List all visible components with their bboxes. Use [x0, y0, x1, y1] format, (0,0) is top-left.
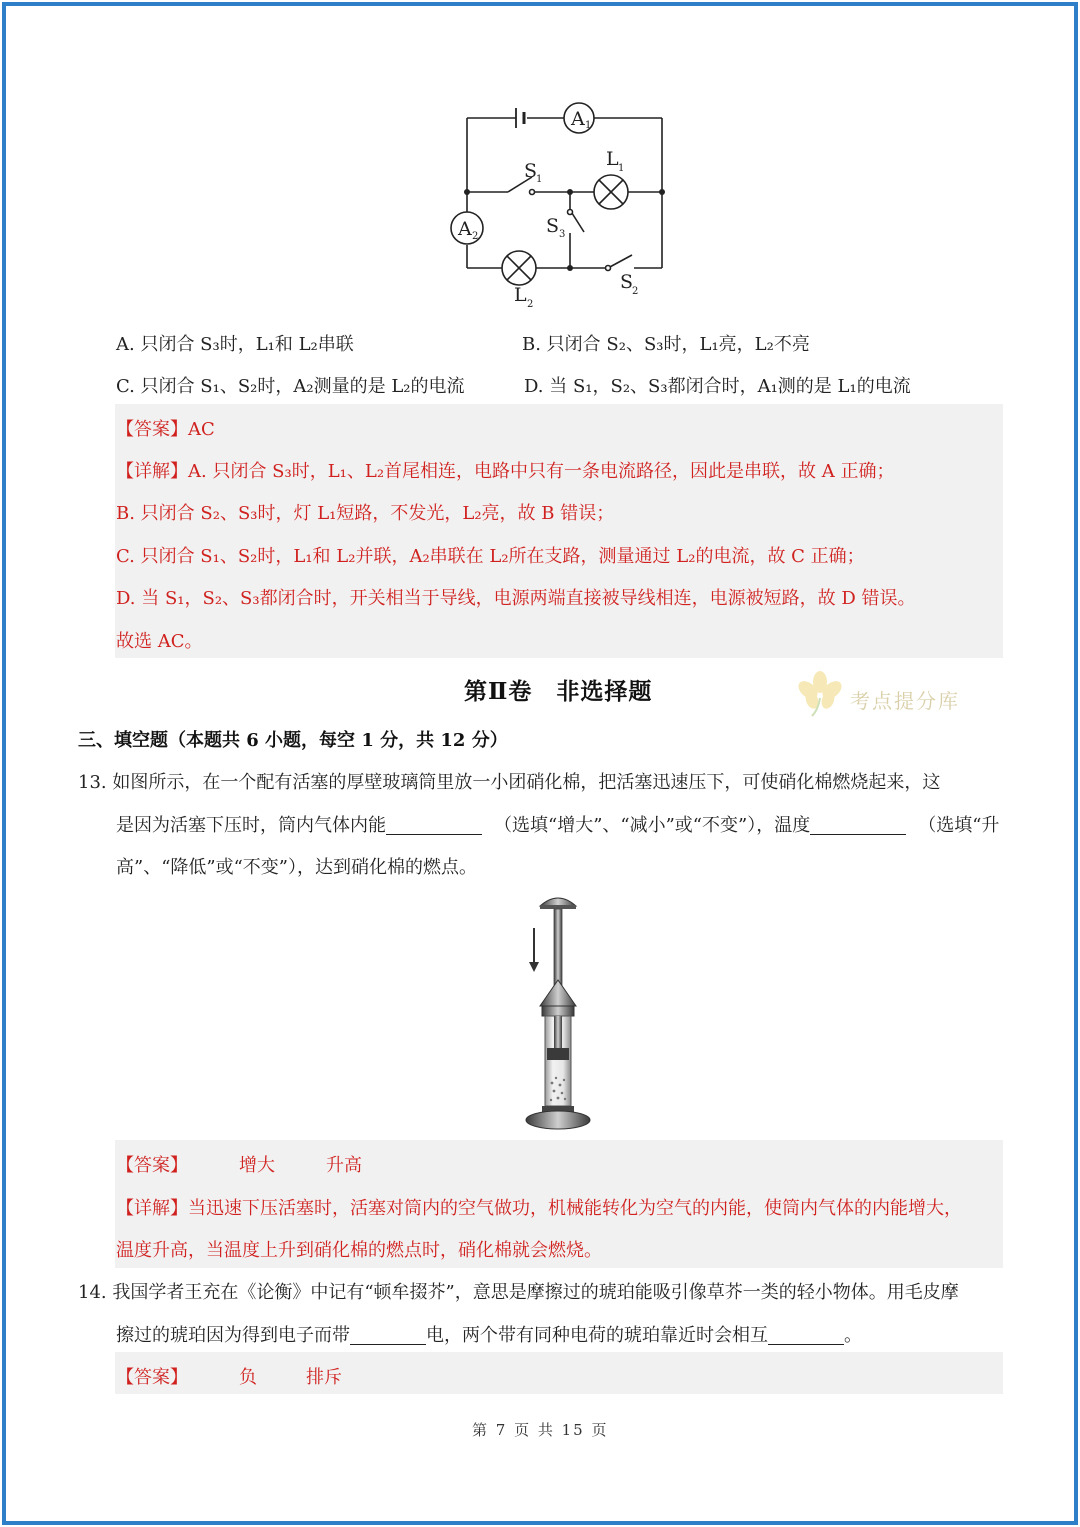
q14-answer-label: 【答案】 — [116, 1367, 188, 1388]
option-c: C. 只闭合 S₁、S₂时，A₂测量的是 L₂的电流 — [116, 376, 465, 397]
l1-sub: 1 — [618, 163, 625, 174]
s1-label: S — [524, 160, 538, 182]
q12-detail-5: 故选 AC。 — [116, 631, 203, 652]
q12-detail-4: D. 当 S₁，S₂、S₃都闭合时，开关相当于导线，电源两端直接被导线相连，电源被短路，故 D 错误。 — [116, 588, 916, 609]
q13-blank-2 — [810, 816, 906, 835]
a2-sub: 2 — [472, 231, 479, 242]
q12-answer: 【答案】AC — [116, 419, 215, 440]
watermark-logo — [790, 668, 850, 722]
q12-detail-2: B. 只闭合 S₂、S₃时，灯 L₁短路，不发光，L₂亮，故 B 错误； — [116, 503, 615, 524]
l1-label: L — [606, 148, 619, 170]
s1-sub: 1 — [536, 174, 543, 185]
q13-detail-1: 【详解】当迅速下压活塞时，活塞对筒内的空气做功，机械能转化为空气的内能，使筒内气体的内能增大， — [116, 1198, 962, 1219]
option-b: B. 只闭合 S₂、S₃时，L₁亮，L₂不亮 — [522, 334, 810, 355]
part3-heading: 三、填空题（本题共 6 小题，每空 1 分，共 12 分） — [78, 730, 508, 751]
s3-label: S — [546, 215, 560, 237]
q14-blank-2 — [768, 1326, 844, 1345]
a2-label: A — [458, 218, 472, 240]
q14-answer-1: 负 — [239, 1367, 257, 1388]
q14-line-2 — [116, 1321, 862, 1347]
q13-text-b: （选填“增大”、“减小”或“不变”），温度 — [494, 815, 811, 836]
q13-line-1: 13. 如图所示，在一个配有活塞的厚壁玻璃筒里放一小团硝化棉，把活塞迅速压下，可使硝化棉燃烧起来，这 — [78, 772, 941, 793]
q13-line-3: 高”、“降低”或“不变”），达到硝化棉的燃点。 — [116, 857, 478, 878]
option-a: A. 只闭合 S₃时，L₁和 L₂串联 — [116, 334, 354, 355]
l2-label: L — [514, 284, 527, 306]
q14-text-c: 。 — [844, 1325, 862, 1346]
q12-detail-1: 【详解】A. 只闭合 S₃时，L₁、L₂首尾相连，电路中只有一条电流路径，因此是串联，故 A 正确； — [116, 461, 895, 482]
a1-sub: 1 — [585, 120, 592, 131]
page-footer: 第 7 页 共 15 页 — [472, 1421, 609, 1439]
q13-text-c: （选填“升 — [918, 815, 1000, 836]
q14-line-1: 14. 我国学者王充在《论衡》中记有“顿牟掇芥”，意思是摩擦过的琥珀能吸引像草芥一类的轻小物体。用毛皮摩 — [78, 1282, 959, 1303]
q13-blank-1 — [386, 816, 482, 835]
section-title: 第Ⅱ卷 非选择题 — [464, 678, 653, 705]
s3-sub: 3 — [559, 229, 566, 240]
q14-text-a: 擦过的琥珀因为得到电子而带 — [116, 1325, 350, 1346]
q13-answer-label: 【答案】 — [116, 1155, 188, 1176]
fire-syringe-figure — [518, 888, 602, 1133]
circuit-diagram — [440, 95, 680, 315]
q13-line-2 — [116, 811, 999, 837]
q12-answer-box — [115, 404, 1003, 658]
q13-answer-1: 增大 — [239, 1155, 275, 1176]
q13-detail-2: 温度升高，当温度上升到硝化棉的燃点时，硝化棉就会燃烧。 — [116, 1240, 602, 1261]
q13-text-a: 是因为活塞下压时，筒内气体内能 — [116, 815, 386, 836]
q14-blank-1 — [350, 1326, 426, 1345]
a1-label: A — [571, 108, 585, 130]
l2-sub: 2 — [527, 299, 534, 310]
s2-label: S — [620, 271, 634, 293]
q14-text-b: 电，两个带有同种电荷的琥珀靠近时会相互 — [426, 1325, 768, 1346]
watermark-text: 考点提分库 — [850, 689, 960, 713]
option-d: D. 当 S₁，S₂、S₃都闭合时，A₁测的是 L₁的电流 — [524, 376, 911, 397]
q14-answer-2: 排斥 — [306, 1367, 342, 1388]
q13-answer-2: 升高 — [326, 1155, 362, 1176]
q12-detail-3: C. 只闭合 S₁、S₂时，L₁和 L₂并联，A₂串联在 L₂所在支路，测量通过 L₂的电流，故 C 正确； — [116, 546, 865, 567]
s2-sub: 2 — [632, 286, 639, 297]
